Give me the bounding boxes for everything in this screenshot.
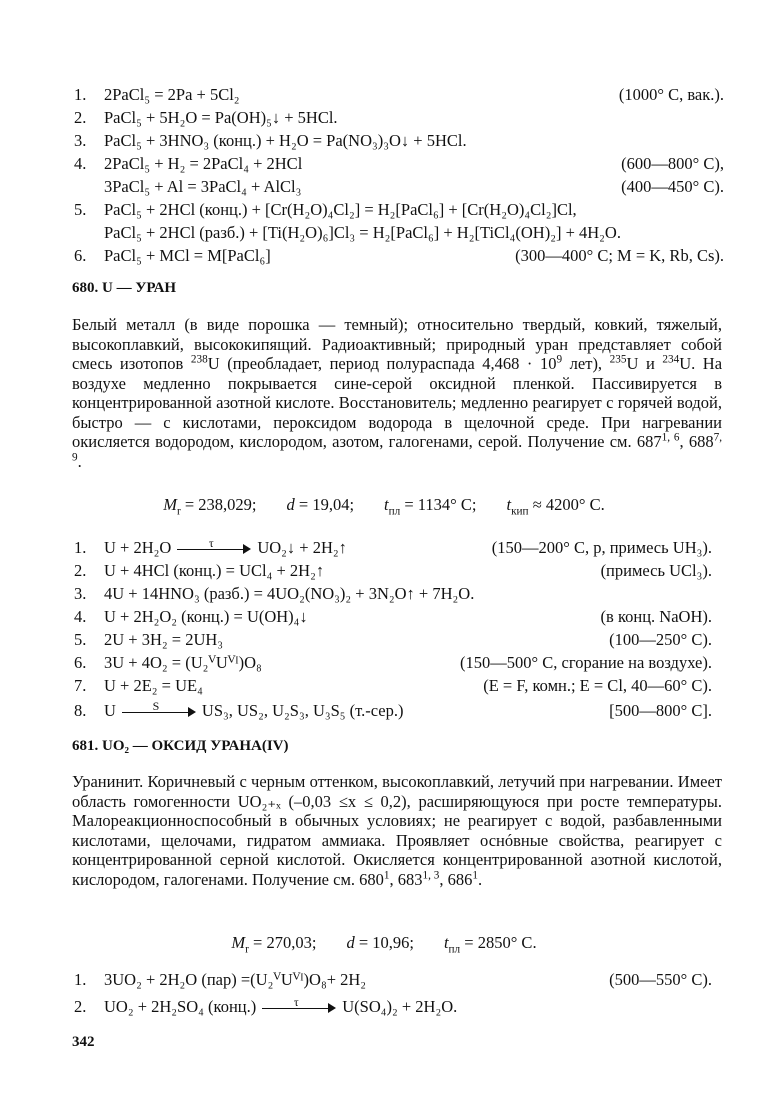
reaction-conditions: (600—800° C), bbox=[621, 154, 724, 173]
reaction-number: 7. bbox=[74, 676, 87, 695]
reaction-number: 4. bbox=[74, 154, 87, 173]
reaction-equation: U + 2H₂O₂ (конц.) = U(OH)₄↓ bbox=[104, 607, 308, 626]
reaction-row bbox=[0, 673, 768, 699]
reaction-equation: 3U + 4O₂ = (U₂ⱽUⱽᴵ)O₈ bbox=[104, 653, 262, 672]
reaction-number: 5. bbox=[74, 630, 87, 649]
reaction-number: 6. bbox=[74, 246, 87, 265]
reaction-number: 1. bbox=[74, 970, 87, 989]
reaction-equation: 3UO₂ + 2H₂O (пар) =(U₂ⱽUⱽᴵ)O₈+ 2H₂ bbox=[104, 970, 367, 989]
reaction-conditions: (примесь UCl₃). bbox=[600, 561, 712, 580]
section-heading: 681. UO₂ — ОКСИД УРАНА(IV) bbox=[72, 738, 289, 754]
reaction-conditions: (400—450° C). bbox=[621, 177, 724, 196]
reaction-number: 8. bbox=[74, 701, 87, 720]
reaction-equation: PaCl₅ + MCl = M[PaCl₆] bbox=[104, 246, 271, 265]
reaction-number: 3. bbox=[74, 584, 87, 603]
reaction-row bbox=[0, 698, 768, 724]
reaction-conditions: (1000° C, вак.). bbox=[618, 85, 724, 104]
reaction-equation: U + 4HCl (конц.) = UCl₄ + 2H₂↑ bbox=[104, 561, 325, 580]
physical-properties: $M_r = 238,029$; d = 19,04; $t_{пл} = 1134^\circ$ C; $t_{кип} \approx 4200^\circ$ C. bbox=[163, 495, 605, 518]
section-description: Уранинит. Коричневый с черным оттенком, высокоплавкий, летучий при нагревании. Имеет область гомогенности UO₂₊ₓ (–0,03 ≤x ≤ 0,2), расширяющуюся при росте температуры. Малореакционноспособный в обычных условиях; не реагирует с водой, разбавленными кислотами, щелочами, гидратом аммиака. Проявляет оснóвные свойства, реагирует с концентрированной серной кислотой. Окисляется концентрированной азотной кислотой, кислородом, галогенами. Получение см. $680^1$, 683$^{1, 3}$, $686^1$. bbox=[72, 772, 722, 889]
reaction-conditions: (150—500° C, сгорание на воздухе). bbox=[460, 653, 712, 672]
reaction-conditions: (в конц. NaOH). bbox=[600, 607, 712, 626]
reaction-equation: 4U + 14HNO₃ (разб.) = 4UO₂(NO₃)₂ + 3N₂O↑ + 7H₂O. bbox=[104, 584, 475, 603]
reaction-number: 1. bbox=[74, 85, 87, 104]
reaction-equation: PaCl₅ + 2HCl (конц.) + [Cr(H₂O)₄Cl₂] = H₂[PaCl₆] + [Cr(H₂O)₄Cl₂]Cl, bbox=[104, 200, 577, 219]
reaction-number: 5. bbox=[74, 200, 87, 219]
reaction-number: 4. bbox=[74, 607, 87, 626]
reaction-row bbox=[0, 994, 768, 1020]
reaction-arrow-icon: S bbox=[122, 706, 196, 718]
reaction-number: 2. bbox=[74, 561, 87, 580]
reaction-equation: 2U + 3H₂ = 2UH₃ bbox=[104, 630, 224, 649]
reaction-number: 6. bbox=[74, 653, 87, 672]
section-heading: 680. U — УРАН bbox=[72, 280, 177, 296]
reaction-equation: U + 2E₂ = UE₄ bbox=[104, 676, 203, 695]
reaction-equation: UO₂ + 2H₂SO₄ (конц.) τ U(SO₄)₂ + 2H₂O. bbox=[104, 995, 458, 1016]
reaction-arrow-icon: τ bbox=[177, 543, 251, 555]
reaction-number: 1. bbox=[74, 538, 87, 557]
reaction-conditions: (500—550° C). bbox=[609, 970, 712, 989]
section-description: Белый металл (в виде порошка — темный); относительно твердый, ковкий, тяжелый, высокоплавкий, высококипящий. Радиоактивный; природный уран представляет собой смесь изотопов $^{238}$U (преобладает, период полураспада $4,468 \cdot 10^9$ лет), $^{235}$U и $^{234}$U. На воздухе медленно покрывается сине-серой оксидной пленкой. Пассивируется в концентрированной азотной кислоте. Восстановитель; медленно реагирует с горячей водой, быстро — с кислотами, пероксидом водорода в щелочной среде. При нагревании окисляется водородом, кислородом, азотом, галогенами, серой. Получение см. 687$^{1, 6}$, 688$^{7, 9}$. bbox=[72, 315, 723, 471]
reaction-equation: PaCl₅ + 3HNO₃ (конц.) + H₂O = Pa(NO₃)₃O↓ + 5HCl. bbox=[104, 131, 467, 150]
physical-properties: $M_r = 270,03$; d = 10,96; $t_{пл} = 2850^\circ$ C. bbox=[231, 933, 537, 956]
reaction-conditions: (300—400° C; M = K, Rb, Cs). bbox=[515, 246, 724, 265]
reaction-number: 2. bbox=[74, 997, 87, 1016]
reaction-number: 2. bbox=[74, 108, 87, 127]
reaction-number: 3. bbox=[74, 131, 87, 150]
reaction-arrow-icon: τ bbox=[262, 1002, 336, 1014]
reaction-row bbox=[0, 243, 768, 269]
reaction-conditions: (E = F, комн.; E = Cl, 40—60° C). bbox=[483, 676, 712, 695]
reaction-equation: U S US₃, US₂, U₂S₃, U₃S₅ (т.-сер.) bbox=[104, 699, 404, 720]
reaction-equation: 2PaCl₅ = 2Pa + 5Cl₂ bbox=[104, 85, 240, 104]
reaction-equation: PaCl₅ + 5H₂O = Pa(OH)₅↓ + 5HCl. bbox=[104, 108, 338, 127]
reaction-conditions: (150—200° C, p, примесь UH₃). bbox=[491, 538, 712, 557]
reaction-conditions: [500—800° C]. bbox=[609, 701, 712, 720]
reaction-equation: 2PaCl₅ + H₂ = 2PaCl₄ + 2HCl bbox=[104, 154, 303, 173]
reaction-conditions: (100—250° C). bbox=[609, 630, 712, 649]
reaction-equation: U + 2H₂O τ UO₂↓ + 2H₂↑ bbox=[104, 536, 347, 557]
reaction-equation: 3PaCl₅ + Al = 3PaCl₄ + AlCl₃ bbox=[104, 177, 302, 196]
reaction-equation: PaCl₅ + 2HCl (разб.) + [Ti(H₂O)₆]Cl₃ = H₂[PaCl₆] + H₂[TiCl₄(OH)₂] + 4H₂O. bbox=[104, 223, 621, 242]
reaction-row bbox=[0, 967, 768, 993]
page-number: 342 bbox=[72, 1034, 95, 1050]
